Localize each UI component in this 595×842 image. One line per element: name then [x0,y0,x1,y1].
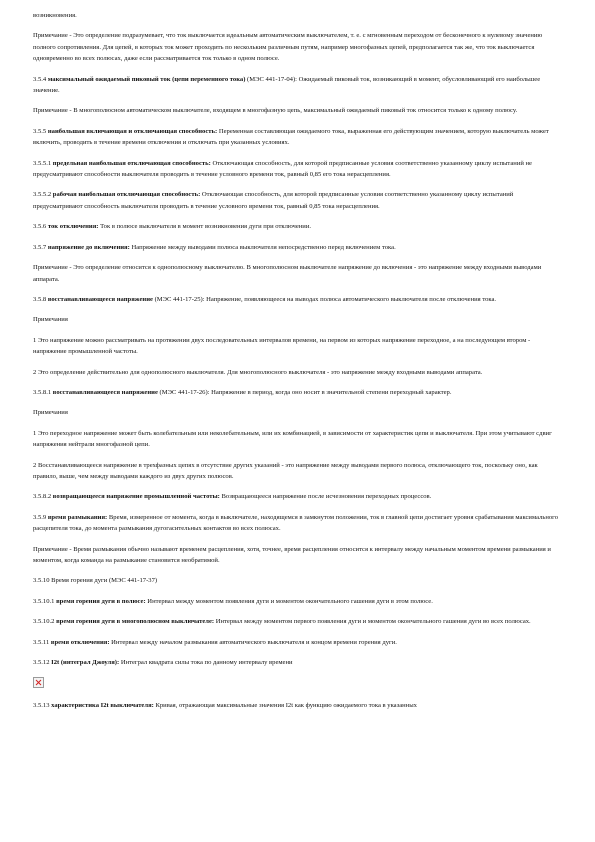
note-paragraph: Примечание - Это определение относится к однополюсному выключателю. В многополюсном выключателе напряжение до включения - это напряжение между входными выводами аппарата. [33,264,542,283]
clause-number: 3.5.8 [33,295,47,303]
clause-number: 3.5.7 [33,243,47,251]
definition-text: Интервал между началом размыкания автоматического выключателя и концом времени горения дуги. [109,638,397,646]
definition-text: Интервал между моментом первого появления дуги и моментом окончательного гашения дуги во всех полюсах. [214,618,531,626]
paragraph: возникновения. [33,12,77,19]
term-label: время размыкания: [47,513,108,521]
definition-text: Интервал между моментом появления дуги и моментом окончательного гашения дуги в этом полюсе. [145,597,433,605]
term-label: наибольшая включающая и отключающая способность: [47,127,218,135]
formula-image-placeholder [33,677,563,691]
definition-paragraph [33,126,563,149]
clause-number: 3.5.13 [33,702,50,710]
definition-text: Кривая, отражающая максимальные значения I2t как функцию ожидаемого тока в указанных [153,702,417,710]
definition-paragraph [33,74,563,97]
definition-text: Отключающая способность, для которой предписанные условия соответственно указанному циклу испытаний не предусматривают способности выключателя проводить в течение условного времени ток, равный 0,85 его тока нерасцепления. [33,159,532,179]
definition-text: Переменная составляющая ожидаемого тока, выраженная его действующим значением, которую выключатель может включить, проводить в течение времени отключения и отключать при указанных условиях. [33,127,549,147]
clause-number: 3.5.8.2 [33,493,52,501]
definition-text: Ток в полюсе выключателя в момент возникновения дуги при отключении. [98,223,312,231]
document-body [33,10,563,721]
section-heading: 3.5.10 Время горения дуги (МЭС 441-17-37) [33,577,158,585]
definition-paragraph [33,158,563,181]
clause-number: 3.5.9 [33,513,47,521]
definition-text: Время, измеренное от момента, когда в выключателе, находящемся в замкнутом положении, ток в главной цепи достигает уровня срабатывания максимального расцепителя тока, до момента размыкания дугогасительных контактов во всех полюсах. [33,513,559,533]
clause-number: 3.5.5.1 [33,159,52,167]
notes-heading: Примечания [33,316,68,324]
term-label: характеристика I2t выключателя: [51,702,154,710]
definition-text: Напряжение между выводами полюса выключателя непосредственно перед включением тока. [129,243,396,251]
note-paragraph: 1 Это переходное напряжение может быть колебательным или неколебательным, или их комбинацией, в зависимости от характеристик цепи и выключателя. При этом учитывают сдвиг напряжения нейтрали многофазной цепи. [33,429,552,449]
definition-paragraph [33,242,563,253]
clause-number: 3.5.8.1 [33,388,52,396]
definition-paragraph [33,491,563,502]
term-label: восстанавливающееся напряжение [52,388,158,396]
broken-image-icon [33,677,44,688]
definition-paragraph [33,596,563,607]
definition-text: (МЭС 441-17-25): Напряжение, появляющееся на выводах полюса автоматического выключателя после отключения тока. [152,295,497,303]
definition-paragraph [33,387,563,398]
clause-number: 3.5.11 [33,638,50,646]
clause-number: 3.5.5 [33,127,47,135]
definition-text: (МЭС 441-17-04): Ожидаемый пиковый ток, возникающий в момент, обусловливающий его наибольшее значение. [33,75,541,95]
definition-paragraph [33,637,563,648]
note-paragraph: Примечание - Время размыкания обычно называют временем расцепления, хотя, точнее, время расцепления относится к интервалу между начальным моментом времени размыкания и моментом, когда команда на размыкание становится необратимой. [33,545,551,564]
term-label: время горения дуги в полюсе: [56,597,146,605]
term-label: время отключения: [50,638,110,646]
term-label: напряжение до включения: [47,243,130,251]
definition-paragraph [33,294,563,305]
note-paragraph: 2 Восстанавливающееся напряжение в трехфазных цепях в отсутствие других указаний - это напряжение между выводами первого полюса, отключающего ток, поскольку оно, как правило, выше, чем между выводами каждого из двух других полюсов. [33,461,538,480]
definition-text: (МЭС 441-17-26): Напряжение в период, когда оно носит в значительной степени переходный характер. [157,388,452,396]
definition-paragraph [33,616,563,627]
note-paragraph: 2 Это определение действительно для однополюсного выключателя. Для многополюсного выключателя - это напряжение между входными выводами аппарата. [33,368,483,376]
notes-heading: Примечания [33,409,68,417]
term-label: возвращающееся напряжение промышленной частоты: [52,493,220,501]
definition-paragraph [33,512,563,535]
term-label: восстанавливающееся напряжение [47,295,153,303]
definition-paragraph [33,657,563,668]
clause-number: 3.5.4 [33,75,47,83]
definition-text: Возвращающееся напряжение после исчезновения переходных процессов. [219,493,432,501]
term-label: время горения дуги в многополюсном выключателе: [56,618,215,626]
note-paragraph: Примечание - В многополюсном автоматическом выключателе, входящем в многофазную цепь, максимальный ожидаемый пиковый ток относится только к одному полюсу. [33,107,518,115]
term-label: I2t (интеграл Джоуля): [51,659,120,667]
clause-number: 3.5.12 [33,659,50,667]
definition-paragraph [33,700,563,711]
clause-number: 3.5.10.1 [33,597,55,605]
term-label: рабочая наибольшая отключающая способность: [52,191,201,199]
note-paragraph: Примечание - Это определение подразумевает, что ток выключается идеальным автоматическим выключателем, т. е. с мгновенным переходом от бесконечного к нулевому значению полного сопротивления. Для цепей, в которых ток может проходить по нескольким различным путям, например многофазных цепей, предполагается так же, что ток выключается одновременно во всех полюсах, даже если рассматривается ток только в одном полюсе. [33,32,543,63]
clause-number: 3.5.5.2 [33,191,52,199]
term-label: предельная наибольшая отключающая способность: [52,159,211,167]
term-label: максимальный ожидаемый пиковый ток (цепи переменного тока) [47,75,246,83]
definition-text: Отключающая способность, для которой предписанные условия соответственно указанному циклу испытаний предусматривают способность выключателя проводить в течение условного времени ток, равный 0,85 тока нерасцепления. [33,191,514,210]
definition-paragraph [33,221,563,232]
note-paragraph: 1 Это напряжение можно рассматривать на протяжении двух последовательных интервалов времени, на первом из которых напряжение переходное, а на последующем втором - напряжение промышленной частоты. [33,336,531,356]
definition-paragraph [33,189,563,212]
term-label: ток отключения: [47,223,99,231]
definition-text: Интеграл квадрата силы тока по данному интервалу времени [119,659,293,667]
clause-number: 3.5.6 [33,223,47,231]
clause-number: 3.5.10.2 [33,618,55,626]
